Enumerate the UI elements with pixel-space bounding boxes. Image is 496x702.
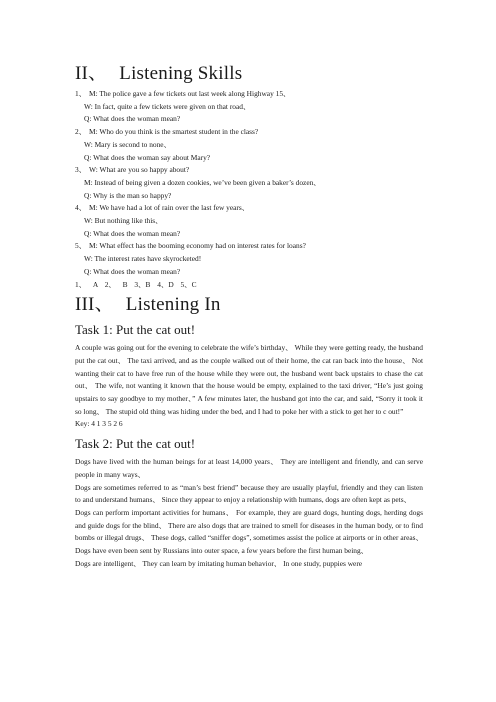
item-number: 3、	[75, 165, 87, 175]
item-5	[75, 240, 423, 278]
section-heading-listening-in	[75, 293, 423, 317]
item-number: 2、	[75, 127, 87, 137]
dialog-line: M: We have had a lot of rain over the last few years、	[89, 203, 250, 213]
dialog-line: W: In fact, quite a few tickets were given on that road、	[84, 101, 251, 111]
item-2	[75, 126, 423, 164]
section-title: Listening In	[125, 294, 221, 316]
task-1-passage: A couple was going out for the evening to celebrate the wife’s birthday、 While they were getting ready, the husband put the cat out、 The taxi arrived, and as the couple walked out of their home, the cat ran back into the house、 Not wanting their cat to have free run of the house while they were out, the husband went back upstairs to chase the cat out、 The wife, not wanting it known that the house would be empty, explained to the taxi driver, “He’s just going upstairs to say goodbye to my mother、” A few minutes later, the husband got into the car, and said, “Sorry it took it so long、 The stupid old thing was hiding under the bed, and I had to poke her with a stick to get her to c out!”	[75, 343, 423, 416]
dialog-line: M: Who do you think is the smartest student in the class?	[89, 127, 259, 137]
question-line: Q: Why is the man so happy?	[84, 190, 172, 200]
question-line: Q: What does the woman mean?	[84, 228, 181, 238]
task-1-key: Key: 4 1 3 5 2 6	[75, 419, 123, 429]
dialog-line: M: What effect has the booming economy had on interest rates for loans?	[89, 241, 306, 251]
listening-skills-items	[75, 88, 423, 279]
item-number: 1、	[75, 89, 87, 98]
task-2-paragraph: Dogs can perform important activities for humans、 For example, they are guard dogs, hunting dogs, herding dogs and guide dogs for the blind、 There are also dogs that are trained to smell for diseases in the human body, or to find bombs or illegal drugs、 These dogs, called “sniffer dogs”, sometimes assist the police at airports or in other areas、 Dogs have even been sent by Russians into outer space, a few years before the first human being、	[75, 507, 423, 556]
dialog-line: W: The interest rates have skyrocketed!	[84, 254, 202, 264]
section-heading-listening-skills	[75, 62, 423, 86]
question-line: Q: What does the woman say about Mary?	[84, 152, 211, 162]
dialog-line: M: The police gave a few tickets out last week along Highway 15、	[89, 89, 291, 98]
section-title: Listening Skills	[119, 63, 243, 84]
item-1	[75, 88, 423, 126]
question-line: Q: What does the woman mean?	[84, 266, 181, 276]
task-2-heading: Task 2: Put the cat out!	[75, 436, 196, 452]
task-2-paragraph: Dogs have lived with the human beings for at least 14,000 years、 They are intelligent and friendly, and can serve people in many ways、	[75, 457, 423, 479]
dialog-line: W: What are you so happy about?	[89, 165, 190, 175]
task-2-paragraph: Dogs are sometimes referred to as “man’s best friend” because they are usually playful, friendly and they can listen to and understand humans、 Since they appear to enjoy a relationship with humans, dogs are often kept as pets、	[75, 482, 423, 505]
dialog-line: M: Instead of being given a dozen cookies, we’ve been given a baker’s dozen、	[84, 177, 321, 187]
item-3	[75, 164, 423, 202]
task-2-paragraph: Dogs are intelligent、 They can learn by imitating human behavior、 In one study, puppies were	[75, 558, 363, 568]
task-1-heading: Task 1: Put the cat out!	[75, 322, 196, 338]
item-4	[75, 202, 423, 240]
section-number: III、	[75, 294, 114, 316]
question-line: Q: What does the woman mean?	[84, 114, 181, 124]
item-number: 4、	[75, 203, 87, 213]
answer-key: 1、 A 2、 B 3、B 4、D 5、C	[75, 279, 197, 289]
dialog-line: W: But nothing like this、	[84, 216, 163, 226]
dialog-line: W: Mary is second to none、	[84, 139, 171, 149]
page-content	[75, 62, 423, 571]
item-number: 5、	[75, 241, 87, 251]
section-number: II、	[75, 63, 108, 84]
